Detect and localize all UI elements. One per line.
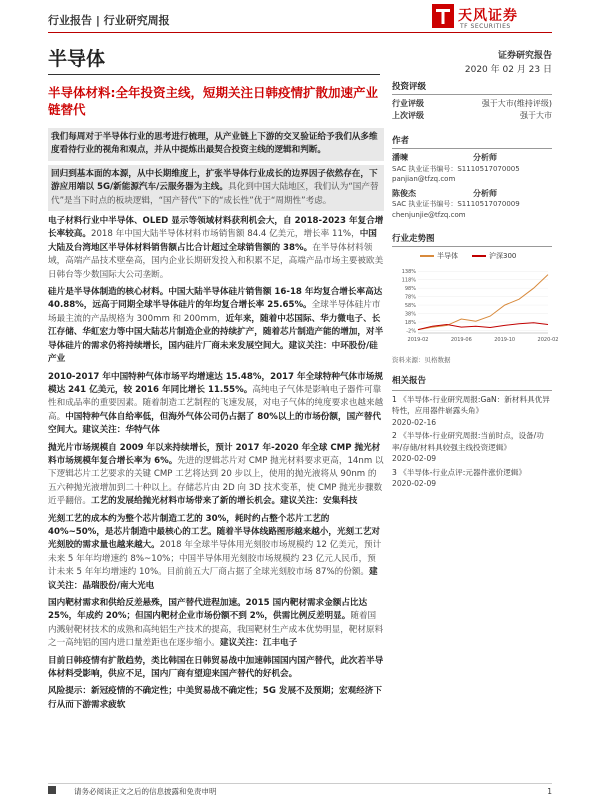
y-tick-label: 58%: [404, 303, 416, 310]
analyst-name: 潘暕: [392, 153, 408, 162]
report-type: 证券研究报告: [497, 51, 552, 61]
related-report[interactable]: [392, 467, 552, 490]
analyst-cert: SAC 执业证书编号：S1110517070009: [392, 200, 520, 208]
paragraph-text: 随着国内溅射靶材技术的成熟和高纯铝生产技术的提高，我国靶材生产成本优势明显，靶材原料之一高纯铝的国内进口量差距也在逐步缩小。: [48, 611, 384, 649]
y-tick-label: 78%: [404, 294, 416, 301]
analyst-role: 分析师: [473, 188, 497, 198]
paragraph-key-point: 光刻工艺的成本约为整个芯片制造工艺的 30%，耗时约占整个芯片工艺的 40%~50%，是芯片制造中最核心的工艺。随着半导体线路图形越来越小，光刻工艺对光刻胶的需求量也越来越大。: [48, 513, 380, 551]
rating-heading: 投资评级: [392, 80, 552, 95]
report-title: 半导体材料:全年投资主线，短期关注日韩疫情扩散加速产业链替代: [48, 85, 378, 117]
trend-section: [392, 232, 559, 364]
paragraph-key-point: 工艺的发展给抛光材料市场带来了新的增长机会。建议关注：安集科技: [90, 496, 358, 507]
breadcrumb: 行业报告 | 行业研究周报: [48, 14, 170, 27]
analyst-role: 分析师: [473, 153, 497, 162]
trend-heading: 行业走势图: [392, 232, 552, 247]
paragraph-key-point: 2010-2017 年中国特种气体市场平均增速达 15.48%，2017 年全球特种气体市场规模达 241 亿美元，较 2016 年同比增长 11.55%。: [48, 371, 383, 395]
y-tick-label: 118%: [401, 277, 416, 284]
report-body: [48, 128, 384, 716]
sector-rule: [48, 74, 380, 75]
paragraph-key-point: 目前日韩疫情有扩散趋势，类比韩国在日韩贸易战中加速韩国国内国产替代，此次若半导体材料受影响，供应不足，国内厂商有望迎来国产替代的好机会。: [48, 655, 384, 680]
y-tick-label: 18%: [404, 320, 416, 326]
body-paragraph: [48, 215, 384, 282]
industry-rating-label: 行业评级: [392, 99, 424, 108]
body-paragraph: [48, 442, 384, 509]
paragraph-key-point: 我们每周对于半导体行业的思考进行梳理，从产业链上下游的交叉验证给予我们从多维度看待行业的视角和观点，并从中提炼出最契合投资主线的逻辑和判断。: [51, 132, 378, 156]
related-section: [392, 376, 552, 490]
sidebar: [392, 80, 559, 492]
body-paragraph: [48, 128, 384, 161]
y-tick-label: -2%: [406, 328, 416, 335]
related-report-date: 2020-02-16: [392, 417, 437, 427]
paragraph-key-point: 建议关注：江丰电子: [219, 638, 298, 649]
related-report-title[interactable]: 3 《半导体-行业点评:元器件涨价逻辑》: [392, 467, 527, 477]
body-paragraph: [48, 165, 384, 211]
paragraph-key-point: 建议关注：晶瑞股份/南大光电: [48, 567, 378, 591]
paragraph-text: 具化到中国大陆地区，我们认为“国产替代”是当下时点的板块逻辑，“国产替代”下的“成长性”优于“周期性”考虑。: [51, 182, 379, 206]
prev-rating-row: [392, 110, 552, 122]
paragraph-key-point: 近年来，随着中芯国际、华力微电子、长江存储、华虹宏力等中国大陆芯片制造企业的持续扩产，随着芯片制造产能的增加，对半导体硅片的需求仍将持续增长，国内硅片厂商未来发展空间大。建议关注：中环股份/硅产业: [48, 313, 384, 365]
body-paragraph: [48, 597, 384, 651]
related-report[interactable]: [392, 394, 552, 429]
related-report-title[interactable]: 1 《半导体-行业研究周报:GaN：新材料具优异特性，应用器件崭露头角》: [392, 394, 550, 415]
industry-rating-row: [392, 98, 552, 110]
body-paragraph: [48, 685, 384, 712]
related-report-title[interactable]: 2 《半导体-行业研究周报:当前时点，设备/功率/存储/材料具较强主线投资逻辑》: [392, 431, 544, 452]
y-tick-label: 98%: [404, 286, 416, 293]
disclaimer-note: 请务必阅读正文之后的信息披露和免责申明: [74, 787, 217, 796]
x-tick-label: 2019-02: [407, 337, 429, 343]
prev-rating-label: 上次评级: [392, 111, 424, 120]
x-tick-label: 2019-10: [494, 337, 516, 343]
paragraph-text: 在半导体材料领域，高端产品技术壁垒高，国内企业长期研发投入和积累不足，高端产品市场主要被欧美日韩台等少数国际大公司垄断。: [48, 242, 384, 280]
logo-text-en: TF SECURITIES: [460, 23, 511, 30]
analyst-cert: SAC 执业证书编号：S1110517070005: [392, 164, 520, 173]
x-tick-label: 2020-02: [537, 337, 559, 343]
company-logo: [432, 4, 552, 32]
chart-legend: [420, 251, 552, 261]
paragraph-key-point: 抛光片市场规模自 2009 年以来持续增长，预计 2017 年-2020 年全球 CMP 抛光材料市场规模年复合增长率为 6%。: [48, 442, 381, 466]
related-report[interactable]: [392, 430, 552, 465]
analyst-block: [392, 153, 552, 185]
paragraph-key-point: 风险提示：新冠疫情的不确定性；中美贸易战不确定性；5G 发展不及预期；宏观经济下行从而下游需求疲软: [48, 686, 382, 710]
paragraph-key-point: 中国特种气体自给率低，但海外气体公司仍占据了 80%以上的市场份额，国产替代空间大。建议关注：华特气体: [48, 411, 381, 436]
paragraph-key-point: 国内靶材需求和供给反差悬殊，国产替代进程加速。2015 国内靶材需求金额占比达 25%，年成约 20%；但国内靶材企业市场份额不到 2%，供需比例反差明显。: [48, 598, 368, 622]
body-paragraph: [48, 286, 384, 366]
author-section: [392, 134, 552, 220]
y-tick-label: 138%: [401, 269, 416, 276]
paragraph-text: 高纯电子气体是影响电子器件可靠性和成品率的重要因素。随着制造工艺制程的飞速发展，对电子气体的纯度要求也越来越高。: [48, 384, 384, 422]
page-number: 1: [547, 787, 552, 796]
analyst-email[interactable]: chenjunjie@tfzq.com: [392, 210, 466, 219]
y-tick-label: 38%: [404, 311, 416, 318]
body-paragraph: [48, 655, 384, 682]
paragraph-key-point: 中国大陆及台湾地区半导体材料销售额占比合计超过全球销售额的 38%。: [48, 229, 377, 253]
header-rule: [48, 32, 552, 33]
analyst-name: 陈俊杰: [392, 188, 416, 198]
x-tick-label: 2019-06: [450, 337, 472, 343]
paragraph-key-point: 电子材料行业中半导体、OLED 显示等领域材料获利机会大，自 2018-2023 年复合增长率较高。: [48, 216, 384, 240]
paragraph-text: 全球半导体硅片市场最主流的产品规格为 300mm 和 200mm，: [48, 300, 381, 324]
sector-title: 半导体: [48, 48, 106, 70]
report-header: [0, 0, 600, 38]
author-heading: 作者: [392, 134, 552, 149]
report-date: 2020 年 02 月 23 日: [464, 65, 552, 75]
paragraph-text: 2018 年全球半导体用光刻胶市场规模约 12 亿美元，预计未来 5 年年均增速约 8%~10%；中国半导体用光刻胶市场规模约 23 亿元人民币，预计未来 5 年年均增速约 10%。目前前五大厂商占据了全球光刻胶市场 87%的份额。: [48, 540, 382, 578]
analyst-block: [392, 189, 552, 221]
related-report-date: 2020-02-09: [392, 454, 437, 463]
body-paragraph: [48, 371, 384, 438]
paragraph-text: 2018 年中国大陆半导体材料市场销售额 84.4 亿美元，增长率 11%，: [90, 229, 360, 240]
body-paragraph: [48, 513, 384, 593]
paragraph-key-point: 回归到基本面的本源，从中长期维度上，扩张半导体行业成长的边界因子依然存在，下游应用端以 5G/新能源汽车/云服务器为主线。: [51, 168, 378, 193]
trend-chart: [392, 263, 559, 349]
prev-rating-value: 强于大市: [520, 111, 552, 120]
related-report-date: 2020-02-09: [392, 479, 437, 488]
series-line-0: [418, 275, 548, 330]
analyst-email[interactable]: panjian@tfzq.com: [392, 175, 456, 183]
tf-logo-icon: [432, 4, 454, 28]
page-footer: [48, 783, 552, 797]
industry-rating-value: 强于大市(维持评级): [481, 99, 552, 108]
paragraph-key-point: 硅片是半导体制造的核心材料。中国大陆半导体硅片销售额 16-18 年均复合增长率高达 40.88%，远高于同期全球半导体硅片的年均复合增长率 25.65%。: [48, 287, 383, 311]
disclaimer-icon: [48, 786, 56, 794]
chart-source: 资料来源：贝格数据: [392, 356, 451, 364]
legend-item: 沪深300: [472, 251, 516, 261]
legend-item: 半导体: [420, 251, 458, 261]
logo-text-cn: 天风证券: [458, 8, 518, 24]
related-heading: 相关报告: [392, 376, 552, 391]
paragraph-text: 先进的逻辑芯片对 CMP 抛光材料要求更高，14nm 以下逻辑芯片工艺要求的关键 CMP 工艺将达到 20 步以上，使用的抛光液将从 90nm 的五六种抛光液增加到二十种以上。存储芯片由 2D 向 3D 技术变革，使 CMP 抛光步骤数近乎翻倍。: [48, 455, 384, 507]
